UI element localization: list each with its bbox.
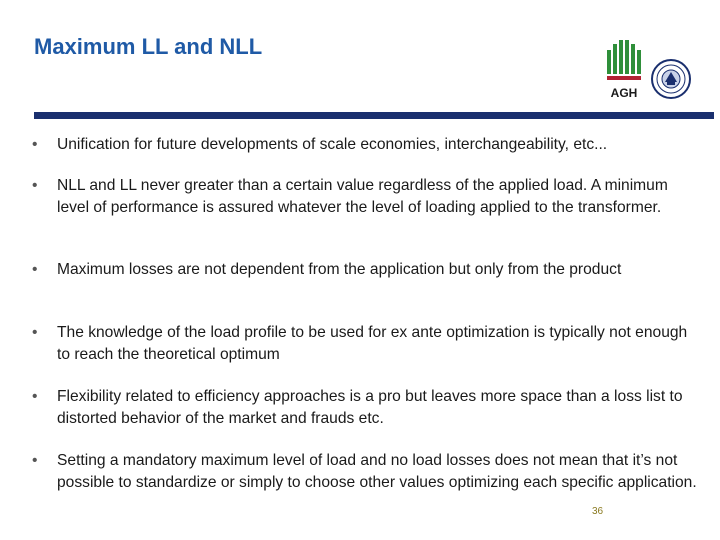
- title-rule: [34, 112, 714, 119]
- university-seal-icon: [650, 58, 692, 100]
- bullet-text: Flexibility related to efficiency approaches is a pro but leaves more space than a loss list to distorted behavior of the market and frauds etc.: [57, 388, 683, 427]
- agh-logo-stripes: [607, 40, 641, 74]
- bullet-item: [32, 175, 704, 218]
- bullet-item: [32, 386, 704, 429]
- bullet-text: NLL and LL never greater than a certain value regardless of the applied load. A minimum level of performance is assured whatever the level of loading applied to the transformer.: [57, 177, 668, 216]
- slide-title: Maximum LL and NLL: [34, 34, 263, 59]
- bullet-marker: •: [32, 136, 38, 153]
- bullet-marker: •: [32, 177, 38, 194]
- bullet-marker: •: [32, 452, 38, 469]
- agh-logo-red-bar: [607, 76, 641, 80]
- agh-logo: [603, 36, 643, 102]
- agh-logo-text: AGH: [610, 86, 638, 100]
- bullet-text: Setting a mandatory maximum level of load and no load losses does not mean that it’s not possible to standardize or simply to choose other values optimizing each specific application.: [57, 452, 697, 491]
- bullet-marker: •: [32, 324, 38, 341]
- bullet-text: Maximum losses are not dependent from the application but only from the product: [57, 261, 622, 278]
- bullet-item: [32, 450, 704, 493]
- bullet-text: The knowledge of the load profile to be used for ex ante optimization is typically not enough to reach the theoretical optimum: [57, 324, 688, 363]
- bullet-item: [32, 134, 704, 156]
- bullet-item: [32, 322, 704, 365]
- bullet-text: Unification for future developments of scale economies, interchangeability, etc...: [57, 136, 608, 153]
- bullet-item: [32, 259, 704, 281]
- bullet-marker: •: [32, 261, 38, 278]
- page-number: 36: [592, 506, 604, 517]
- bullet-marker: •: [32, 388, 38, 405]
